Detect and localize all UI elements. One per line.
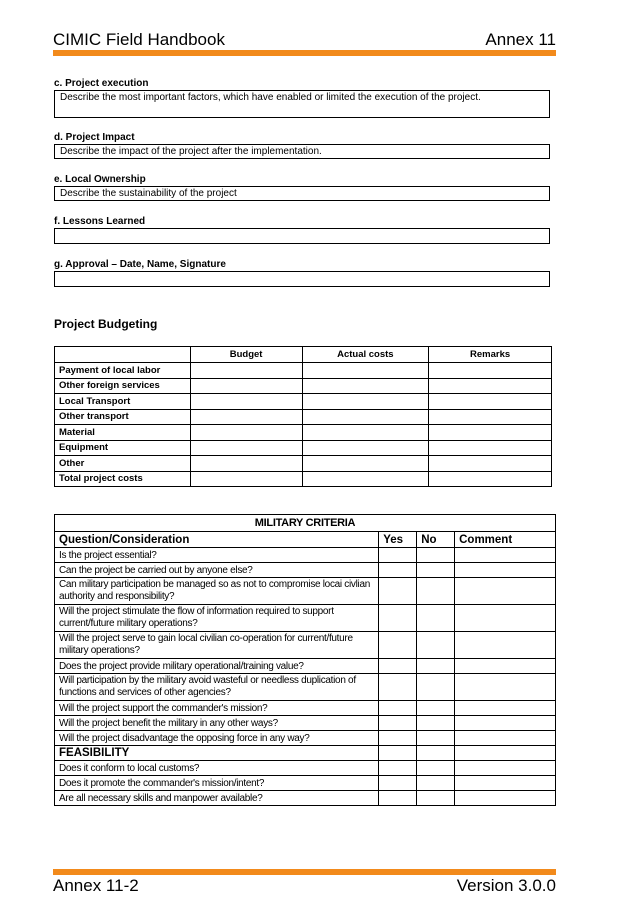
yes-cell: [379, 659, 417, 674]
comment-cell: [455, 563, 556, 578]
comment-cell: [455, 548, 556, 563]
no-cell: [417, 776, 455, 791]
question-text: Can military participation be managed so as not to compromise locai civlian authority and responsibility?: [55, 578, 379, 605]
question-text: Does it conform to local customs?: [55, 761, 379, 776]
yes-cell: [379, 791, 417, 806]
no-cell: [417, 716, 455, 731]
remarks-cell: [429, 378, 552, 394]
no-cell: [417, 674, 455, 701]
budget-item-label: Equipment: [55, 440, 191, 456]
remarks-cell: [429, 394, 552, 410]
yes-cell: [379, 761, 417, 776]
page-header: [53, 30, 556, 50]
budget-table: [54, 346, 552, 487]
feasibility-title: FEASIBILITY: [55, 746, 379, 761]
section-lessons-box: [54, 228, 550, 244]
table-row: [55, 791, 556, 806]
yes-header: Yes: [379, 532, 417, 548]
table-row: [55, 471, 552, 487]
military-criteria-table: [54, 514, 556, 806]
table-row: [55, 632, 556, 659]
comment-cell: [455, 674, 556, 701]
table-row: [55, 659, 556, 674]
budget-item-label: Other foreign services: [55, 378, 191, 394]
remarks-cell: [429, 425, 552, 441]
actual-cell: [302, 378, 429, 394]
table-row: [55, 440, 552, 456]
question-text: Is the project essential?: [55, 548, 379, 563]
budget-item-label: Total project costs: [55, 471, 191, 487]
no-cell: [417, 761, 455, 776]
comment-cell: [455, 761, 556, 776]
section-execution-title: c. Project execution: [54, 78, 149, 89]
budget-item-label: Other transport: [55, 409, 191, 425]
page-number: Annex 11-2: [53, 876, 139, 895]
yes-cell: [379, 731, 417, 746]
budget-cell: [190, 409, 302, 425]
yes-cell: [379, 746, 417, 761]
no-cell: [417, 578, 455, 605]
no-cell: [417, 605, 455, 632]
no-cell: [417, 632, 455, 659]
handbook-title: CIMIC Field Handbook: [53, 30, 225, 49]
section-approval-box: [54, 271, 550, 287]
table-row: [55, 578, 556, 605]
table-row: [55, 394, 552, 410]
table-row: [55, 363, 552, 379]
budget-item-label: Local Transport: [55, 394, 191, 410]
budget-cell: [190, 440, 302, 456]
no-cell: [417, 701, 455, 716]
table-row: [55, 548, 556, 563]
military-criteria-title: MILITARY CRITERIA: [55, 515, 556, 532]
yes-cell: [379, 776, 417, 791]
budget-header-row: [55, 347, 552, 363]
budget-header-remarks: Remarks: [429, 347, 552, 363]
budget-header-actual: Actual costs: [302, 347, 429, 363]
comment-cell: [455, 791, 556, 806]
yes-cell: [379, 548, 417, 563]
version-label: Version 3.0.0: [456, 876, 556, 895]
annex-label: Annex 11: [485, 30, 556, 49]
yes-cell: [379, 563, 417, 578]
table-row: [55, 761, 556, 776]
question-text: Will participation by the military avoid wasteful or needless duplication of functions and services of other agencies?: [55, 674, 379, 701]
no-cell: [417, 791, 455, 806]
question-text: Will the project serve to gain local civilian co-operation for current/future military operations?: [55, 632, 379, 659]
table-row: [55, 776, 556, 791]
table-row: [55, 425, 552, 441]
question-text: Does the project provide military operational/training value?: [55, 659, 379, 674]
budget-cell: [190, 471, 302, 487]
budget-item-label: Material: [55, 425, 191, 441]
table-row: [55, 409, 552, 425]
actual-cell: [302, 456, 429, 472]
budget-cell: [190, 363, 302, 379]
comment-cell: [455, 701, 556, 716]
table-row: [55, 701, 556, 716]
question-text: Will the project benefit the military in any other ways?: [55, 716, 379, 731]
yes-cell: [379, 701, 417, 716]
budget-cell: [190, 394, 302, 410]
budget-item-label: Other: [55, 456, 191, 472]
question-text: Can the project be carried out by anyone else?: [55, 563, 379, 578]
budget-header-item: [55, 347, 191, 363]
no-cell: [417, 563, 455, 578]
yes-cell: [379, 716, 417, 731]
comment-cell: [455, 659, 556, 674]
comment-cell: [455, 578, 556, 605]
no-cell: [417, 731, 455, 746]
question-text: Are all necessary skills and manpower available?: [55, 791, 379, 806]
header-rule: [53, 50, 556, 56]
actual-cell: [302, 363, 429, 379]
section-impact-title: d. Project Impact: [54, 132, 135, 143]
comment-cell: [455, 716, 556, 731]
section-ownership-box: Describe the sustainability of the project: [54, 186, 550, 201]
question-text: Will the project support the commander's mission?: [55, 701, 379, 716]
question-text: Will the project stimulate the flow of information required to support current/future military operations?: [55, 605, 379, 632]
comment-cell: [455, 731, 556, 746]
question-text: Does it promote the commander's mission/intent?: [55, 776, 379, 791]
table-row: [55, 716, 556, 731]
remarks-cell: [429, 440, 552, 456]
table-row: [55, 563, 556, 578]
comment-cell: [455, 605, 556, 632]
section-execution-box: Describe the most important factors, which have enabled or limited the execution of the project.: [54, 90, 550, 118]
comment-cell: [455, 632, 556, 659]
page-footer: [53, 876, 556, 896]
section-impact-box: Describe the impact of the project after the implementation.: [54, 144, 550, 159]
actual-cell: [302, 440, 429, 456]
section-ownership-title: e. Local Ownership: [54, 174, 146, 185]
table-row: [55, 731, 556, 746]
yes-cell: [379, 578, 417, 605]
budget-cell: [190, 456, 302, 472]
actual-cell: [302, 394, 429, 410]
budget-item-label: Payment of local labor: [55, 363, 191, 379]
no-cell: [417, 659, 455, 674]
table-row: [55, 378, 552, 394]
question-header: Question/Consideration: [55, 532, 379, 548]
budget-header-budget: Budget: [190, 347, 302, 363]
footer-rule: [53, 869, 556, 875]
comment-cell: [455, 746, 556, 761]
military-header-row: [55, 532, 556, 548]
remarks-cell: [429, 363, 552, 379]
remarks-cell: [429, 471, 552, 487]
remarks-cell: [429, 409, 552, 425]
budget-cell: [190, 378, 302, 394]
feasibility-header-row: [55, 746, 556, 761]
section-approval-title: g. Approval – Date, Name, Signature: [54, 259, 226, 270]
actual-cell: [302, 425, 429, 441]
remarks-cell: [429, 456, 552, 472]
table-row: [55, 456, 552, 472]
comment-cell: [455, 776, 556, 791]
question-text: Will the project disadvantage the opposing force in any way?: [55, 731, 379, 746]
section-lessons-title: f. Lessons Learned: [54, 216, 146, 227]
yes-cell: [379, 632, 417, 659]
budgeting-title: Project Budgeting: [54, 317, 158, 331]
table-row: [55, 605, 556, 632]
no-cell: [417, 548, 455, 563]
comment-header: Comment: [455, 532, 556, 548]
yes-cell: [379, 674, 417, 701]
actual-cell: [302, 409, 429, 425]
budget-cell: [190, 425, 302, 441]
table-row: [55, 674, 556, 701]
yes-cell: [379, 605, 417, 632]
actual-cell: [302, 471, 429, 487]
no-cell: [417, 746, 455, 761]
military-title-row: [55, 515, 556, 532]
no-header: No: [417, 532, 455, 548]
